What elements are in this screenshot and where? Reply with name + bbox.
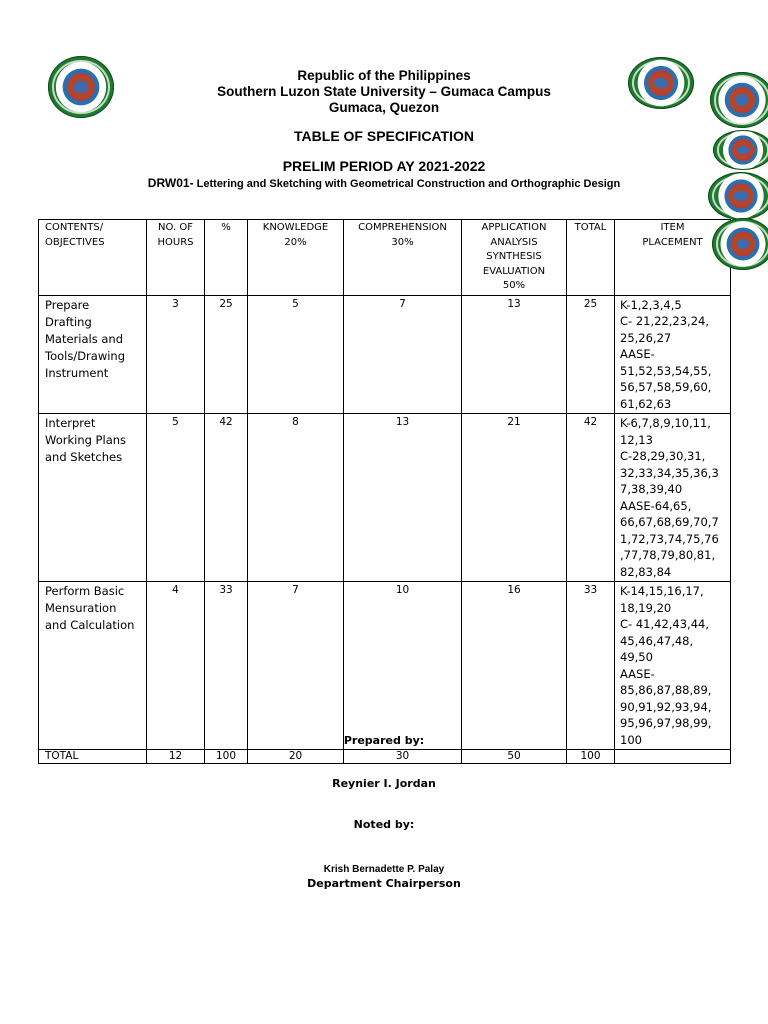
period-title: PRELIM PERIOD AY 2021-2022 [282, 158, 486, 174]
row-total: 33 [567, 582, 615, 750]
row-percent: 42 [205, 414, 248, 582]
table-header-row [39, 220, 731, 296]
course-line [0, 176, 768, 190]
header-country: Republic of the Philippines [297, 68, 471, 83]
row-knowledge: 7 [248, 582, 344, 750]
row-knowledge: 8 [248, 414, 344, 582]
totals-application: 50 [462, 750, 567, 764]
row-content: Interpret Working Plans and Sketches [39, 414, 147, 582]
table-row [39, 295, 731, 414]
totals-label: TOTAL [39, 750, 147, 764]
header-percent: % [205, 220, 248, 296]
course-title: Lettering and Sketching with Geometrical Construction and Orthographic Design [193, 178, 621, 190]
header-application: APPLICATION ANALYSIS SYNTHESIS EVALUATION 50% [462, 220, 567, 296]
row-percent: 25 [205, 295, 248, 414]
row-total: 25 [567, 295, 615, 414]
totals-percent: 100 [205, 750, 248, 764]
header-total: TOTAL [567, 220, 615, 296]
row-percent: 33 [205, 582, 248, 750]
totals-hours: 12 [147, 750, 205, 764]
totals-row [39, 750, 731, 764]
prepared-by-label: Prepared by: [343, 734, 425, 747]
noted-by-position: Department Chairperson [307, 877, 461, 890]
university-seal-icon [712, 218, 768, 270]
row-hours: 3 [147, 295, 205, 414]
noted-by-label: Noted by: [353, 818, 415, 831]
prepared-by-name: Reynier I. Jordan [332, 777, 436, 790]
header-item-placement: ITEM PLACEMENT [615, 220, 731, 296]
table-row [39, 414, 731, 582]
row-comprehension: 7 [344, 295, 462, 414]
row-knowledge: 5 [248, 295, 344, 414]
table-row [39, 582, 731, 750]
row-comprehension: 13 [344, 414, 462, 582]
row-total: 42 [567, 414, 615, 582]
row-item-placement: K-14,15,16,17, 18,19,20 C- 41,42,43,44, 45,46,47,48, 49,50 AASE- 85,86,87,88,89, 90,91,92,93,94, 95,96,97,98,99, 100 [615, 582, 731, 750]
document-title: TABLE OF SPECIFICATION [294, 128, 474, 144]
header-location: Gumaca, Quezon [328, 100, 440, 115]
row-application: 21 [462, 414, 567, 582]
specification-table [38, 219, 731, 764]
row-hours: 4 [147, 582, 205, 750]
header-knowledge: KNOWLEDGE 20% [248, 220, 344, 296]
row-hours: 5 [147, 414, 205, 582]
noted-by-name: Krish Bernadette P. Palay [323, 864, 445, 875]
row-application: 13 [462, 295, 567, 414]
row-application: 16 [462, 582, 567, 750]
row-item-placement: K-1,2,3,4,5 C- 21,22,23,24, 25,26,27 AASE- 51,52,53,54,55, 56,57,58,59,60, 61,62,63 [615, 295, 731, 414]
totals-items [615, 750, 731, 764]
course-code: DRW01- [147, 176, 194, 190]
header-contents: CONTENTS/ OBJECTIVES [39, 220, 147, 296]
header-comprehension: COMPREHENSION 30% [344, 220, 462, 296]
header-university: Southern Luzon State University – Gumaca Campus [217, 84, 551, 99]
totals-comprehension: 30 [344, 750, 462, 764]
header-hours: NO. OF HOURS [147, 220, 205, 296]
row-comprehension: 10 [344, 582, 462, 750]
totals-knowledge: 20 [248, 750, 344, 764]
row-item-placement: K-6,7,8,9,10,11, 12,13 C-28,29,30,31, 32,33,34,35,36,3 7,38,39,40 AASE-64,65, 66,67,68,69,70,7 1,72,73,74,75,76 ,77,78,79,80,81, 82,83,84 [615, 414, 731, 582]
totals-total: 100 [567, 750, 615, 764]
row-content: Prepare Drafting Materials and Tools/Drawing Instrument [39, 295, 147, 414]
row-content: Perform Basic Mensuration and Calculation [39, 582, 147, 750]
